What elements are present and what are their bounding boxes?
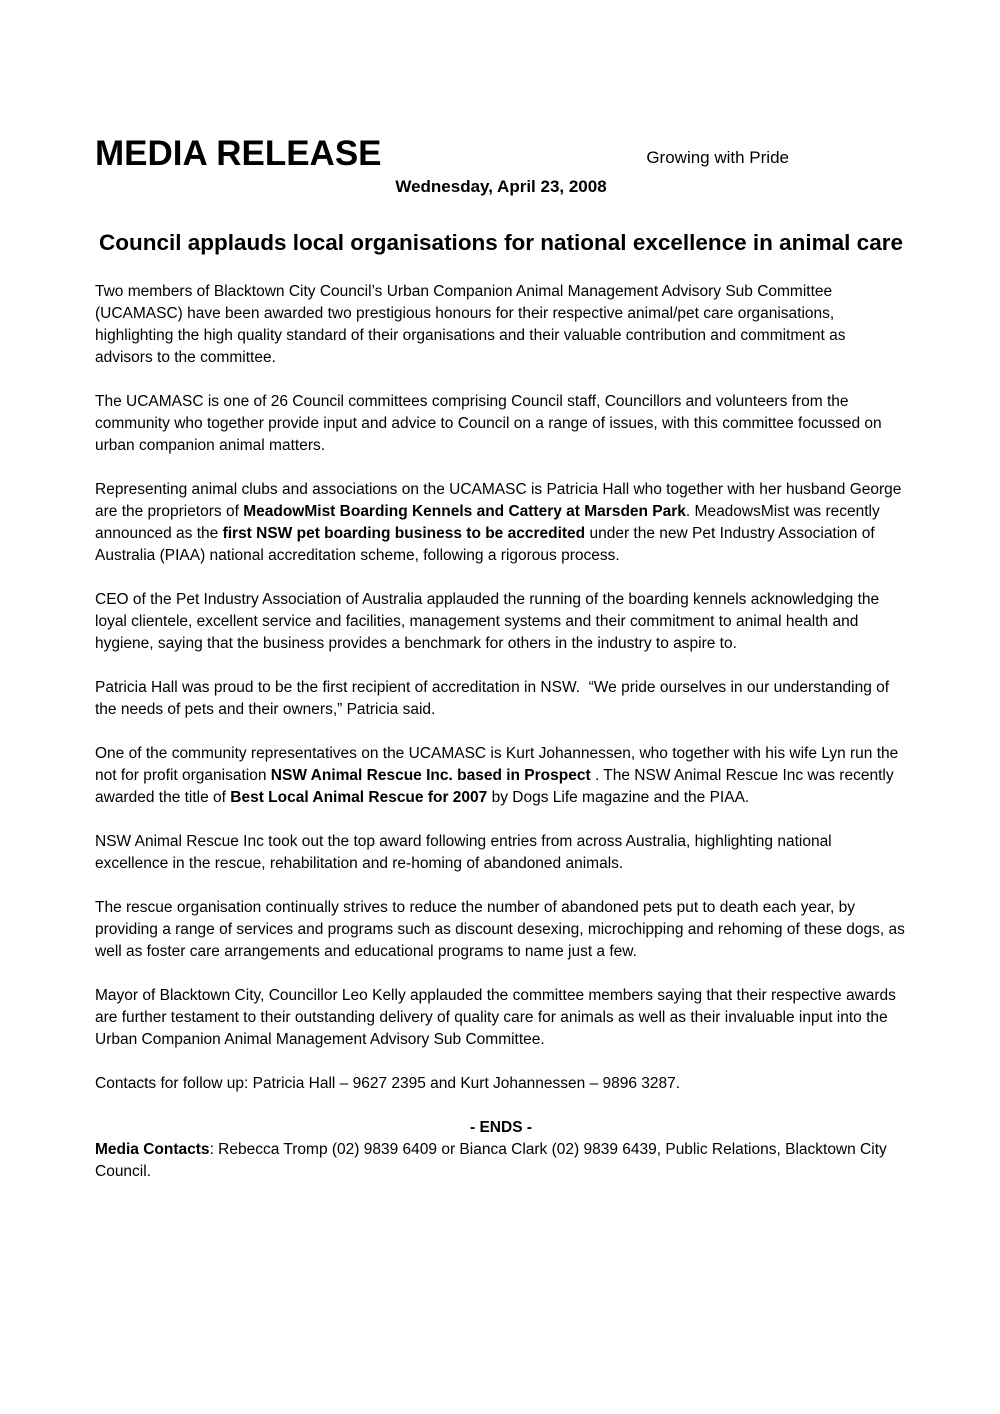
paragraph: The UCAMASC is one of 26 Council committees comprising Council staff, Councillors and volunteers from the community who together provide input and advice to Council on a range of issues, with this committee focussed on urban companion animal matters. xyxy=(95,392,886,454)
paragraph: Mayor of Blacktown City, Councillor Leo Kelly applauded the committee members saying that their respective awards are further testament to their outstanding delivery of quality care for animals as well as their invaluable input into the Urban Companion Animal Management Advisory Sub Committee. xyxy=(95,986,901,1048)
media-contacts: Media Contacts: Rebecca Tromp (02) 9839 6409 or Bianca Clark (02) 9839 6439, Public Relations, Blacktown City Council. xyxy=(95,1140,892,1180)
paragraph: Two members of Blacktown City Council’s Urban Companion Animal Management Advisory Sub Committee (UCAMASC) have been awarded two prestigious honours for their respective animal/pet care organisations, highlighting the high quality standard of their organisations and their valuable contribution and commitment as advisors to the committee. xyxy=(95,282,850,366)
paragraph: The rescue organisation continually strives to reduce the number of abandoned pets put to death each year, by providing a range of services and programs such as discount desexing, microchipping and rehoming of these dogs, as well as foster care arrangements and educational programs to name just a few. xyxy=(95,898,910,960)
paragraph: Contacts for follow up: Patricia Hall – 9627 2395 and Kurt Johannessen – 9896 3287. xyxy=(95,1074,681,1092)
tagline: Growing with Pride xyxy=(646,148,789,167)
ends-line: - ENDS - xyxy=(470,1118,532,1136)
paragraph: NSW Animal Rescue Inc took out the top award following entries from across Australia, highlighting national excellence in the rescue, rehabilitation and re-homing of abandoned animals. xyxy=(95,832,836,872)
paragraph: CEO of the Pet Industry Association of Australia applauded the running of the boarding kennels acknowledging the loyal clientele, excellent service and facilities, management systems and their commitment to animal health and hygiene, saying that the business provides a benchmark for others in the industry to aspire to. xyxy=(95,590,884,652)
paragraph: Representing animal clubs and associations on the UCAMASC is Patricia Hall who together with her husband George are the proprietors of MeadowMist Boarding Kennels and Cattery at Marsden Park. MeadowsMist was recently announced as the first NSW pet boarding business to be accredited under the new Pet Industry Association of Australia (PIAA) national accreditation scheme, following a rigorous process. xyxy=(95,480,906,564)
page-title: MEDIA RELEASE xyxy=(95,134,382,173)
body-paragraphs xyxy=(95,281,910,1095)
header xyxy=(95,136,907,173)
headline: Council applauds local organisations for national excellence in animal care xyxy=(99,229,903,255)
paragraph: One of the community representatives on the UCAMASC is Kurt Johannessen, who together with his wife Lyn run the not for profit organisation NSW Animal Rescue Inc. based in Prospect . The NSW Animal Rescue Inc was recently awarded the title of Best Local Animal Rescue for 2007 by Dogs Life magazine and the PIAA. xyxy=(95,744,903,806)
paragraph: Patricia Hall was proud to be the first recipient of accreditation in NSW. “We pride ourselves in our understanding of the needs of pets and their owners,” Patricia said. xyxy=(95,678,894,718)
date-line: Wednesday, April 23, 2008 xyxy=(395,176,607,196)
